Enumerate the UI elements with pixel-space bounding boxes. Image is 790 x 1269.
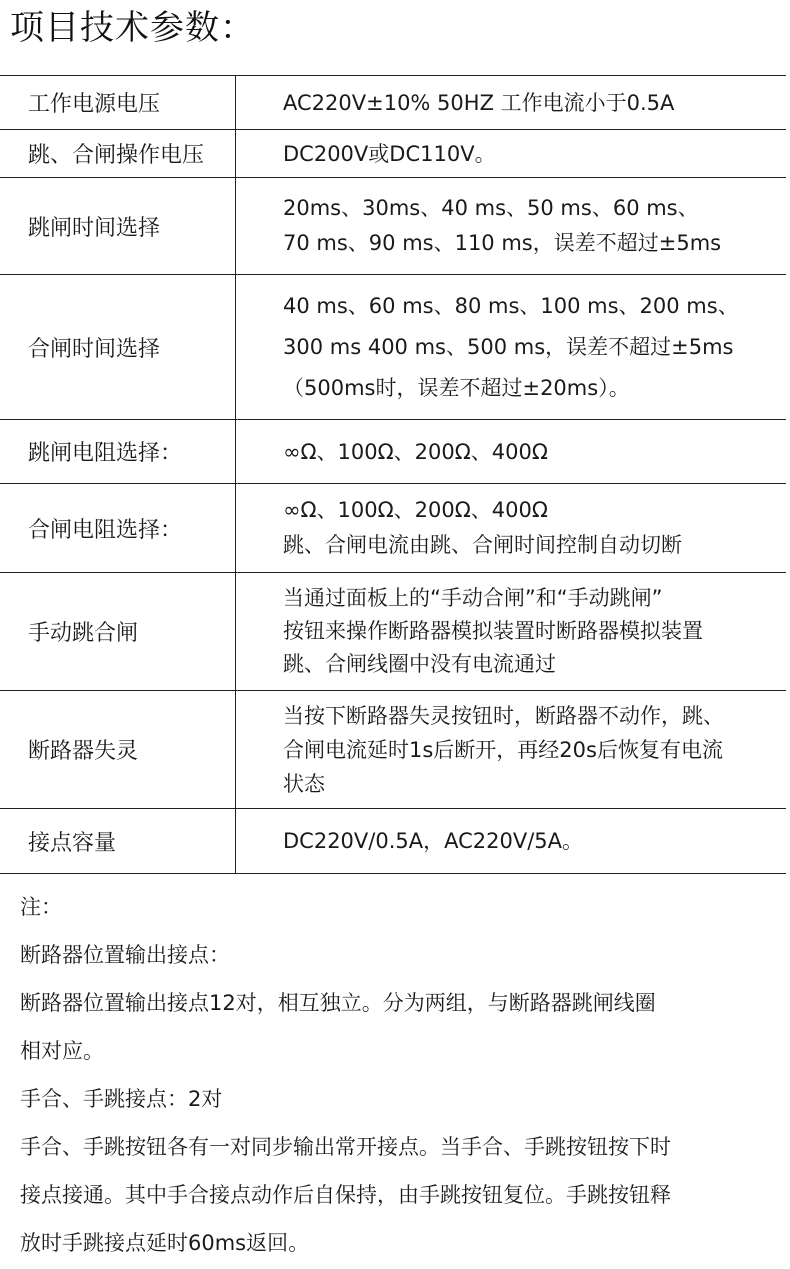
- row-value: [236, 809, 786, 873]
- notes-section: [20, 883, 780, 1267]
- note-line: 手合、手跳接点：2对: [20, 1087, 223, 1111]
- table-row: [0, 809, 786, 874]
- row-value: [236, 420, 786, 483]
- row-value: [236, 130, 786, 177]
- value-line: DC200V或DC110V。: [283, 141, 496, 166]
- row-label: 合闸时间选择: [0, 275, 236, 419]
- row-label: 跳闸时间选择: [0, 178, 236, 274]
- value-line: 当按下断路器失灵按钮时，断路器不动作，跳、: [283, 703, 724, 728]
- note-line: 放时手跳接点延时60ms返回。: [20, 1231, 310, 1255]
- value-line: AC220V±10% 50HZ 工作电流小于0.5A: [283, 90, 675, 115]
- row-label: 合闸电阻选择：: [0, 484, 236, 572]
- note-line: 断路器位置输出接点：: [20, 943, 230, 967]
- row-value: [236, 573, 786, 690]
- value-line: 状态: [283, 771, 325, 796]
- row-label: 工作电源电压: [0, 76, 236, 129]
- table-row: [0, 691, 786, 809]
- notes-heading: 注：: [20, 895, 62, 919]
- value-line: 合闸电流延时1s后断开，再经20s后恢复有电流: [283, 737, 723, 762]
- value-line: 跳、合闸电流由跳、合闸时间控制自动切断: [283, 533, 682, 557]
- table-row: [0, 420, 786, 484]
- value-line: 70 ms、90 ms、110 ms，误差不超过±5ms: [283, 231, 722, 255]
- value-line: ∞Ω、100Ω、200Ω、400Ω: [283, 498, 548, 522]
- value-line: 40 ms、60 ms、80 ms、100 ms、200 ms、: [283, 293, 739, 318]
- row-label: 手动跳合闸: [0, 573, 236, 690]
- note-line: 接点接通。其中手合接点动作后自保持，由手跳按钮复位。手跳按钮释: [20, 1183, 671, 1207]
- row-label: 接点容量: [0, 809, 236, 873]
- value-line: 300 ms 400 ms、500 ms，误差不超过±5ms: [283, 334, 734, 359]
- value-line: （500ms时，误差不超过±20ms）。: [283, 375, 630, 400]
- row-value: [236, 76, 786, 129]
- value-line: 20ms、30ms、40 ms、50 ms、60 ms、: [283, 196, 699, 220]
- row-label: 跳、合闸操作电压: [0, 130, 236, 177]
- value-line: 跳、合闸线圈中没有电流通过: [283, 652, 556, 676]
- table-row: [0, 484, 786, 573]
- value-line: ∞Ω、100Ω、200Ω、400Ω: [283, 439, 548, 464]
- row-label: 跳闸电阻选择：: [0, 420, 236, 483]
- table-row: [0, 178, 786, 275]
- row-value: [236, 275, 786, 419]
- spec-table: [0, 75, 786, 874]
- table-row: [0, 76, 786, 130]
- note-line: 断路器位置输出接点12对，相互独立。分为两组，与断路器跳闸线圈: [20, 991, 656, 1015]
- note-line: 手合、手跳按钮各有一对同步输出常开接点。当手合、手跳按钮按下时: [20, 1135, 671, 1159]
- value-line: 当通过面板上的“手动合闸”和“手动跳闸”: [283, 586, 663, 610]
- value-line: DC220V/0.5A，AC220V/5A。: [283, 829, 584, 853]
- table-row: [0, 130, 786, 178]
- table-row: [0, 573, 786, 691]
- table-row: [0, 275, 786, 420]
- row-value: [236, 178, 786, 274]
- value-line: 按钮来操作断路器模拟装置时断路器模拟装置: [283, 619, 703, 643]
- note-line: 相对应。: [20, 1039, 104, 1063]
- page-title: 项目技术参数：: [10, 8, 255, 48]
- row-label: 断路器失灵: [0, 691, 236, 808]
- row-value: [236, 484, 786, 572]
- row-value: [236, 691, 786, 808]
